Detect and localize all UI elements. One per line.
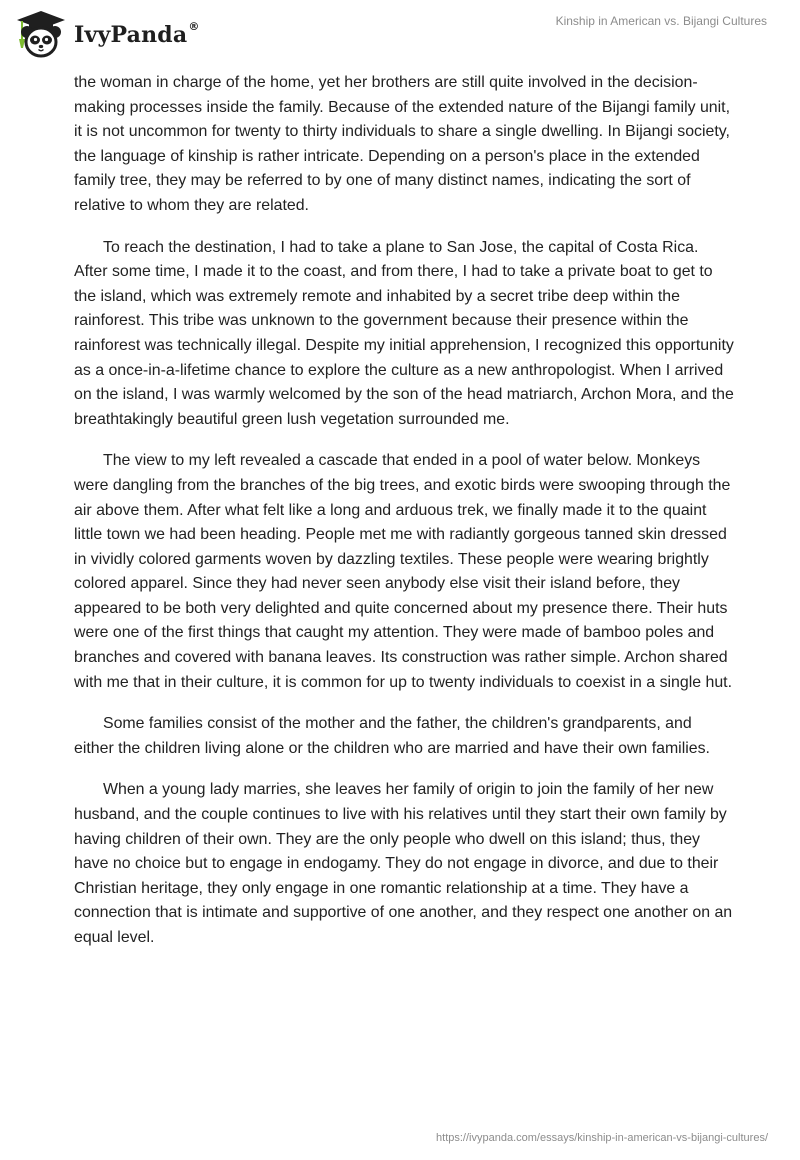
essay-paragraph: To reach the destination, I had to take a plane to San Jose, the capital of Costa Rica. After some time, I made it to the coast, and from there, I had to take a private boat to get to the island, which was extremely remote and inhabited by a secret tribe deep within the rainforest. This tribe was unknown to the government because their presence within the rainforest was technically illegal. Despite my initial apprehension, I recognized this opportunity as a once-in-a-lifetime chance to explore the culture as a new anthropologist. When I arrived on the island, I was warmly welcomed by the son of the head matriarch, Archon Mora, and the breathtakingly beautiful green lush vegetation surrounded me. [74,238,734,428]
brand-wordmark [74,22,200,48]
brand-name: IvyPanda [74,22,188,48]
essay-paragraph: When a young lady marries, she leaves her family of origin to join the family of her new husband, and the couple continues to live with his relatives until they start their own family by having children of their own. They are the only people who dwell on this island; thus, they have no choice but to engage in endogamy. They do not engage in divorce, and due to their Christian heritage, they only engage in one romantic relationship at a time. They have a connection that is intimate and supportive of one another, and they respect one another on an equal level. [74,781,733,946]
essay-body [74,71,734,968]
document-title: Kinship in American vs. Bijangi Cultures [555,14,767,28]
essay-paragraph: The view to my left revealed a cascade that ended in a pool of water below. Monkeys were dangling from the branches of the big trees, and exotic birds were swooping through the air above them. After what felt like a long and arduous trek, we finally made it to the quaint little town we had been heading. People met me with radiantly gorgeous tanned skin dressed in vividly colored garments woven by dazzling textiles. These people were wearing brightly colored apparel. Since they had never seen anybody else visit their island before, they appeared to be both very delighted and quite concerned about my presence there. Their huts were one of the first things that caught my attention. They were made of bamboo poles and branches and covered with banana leaves. Its construction was rather simple. Archon shared with me that in their culture, it is common for up to twenty individuals to coexist in a single hut. [74,452,733,691]
panda-logo-icon [14,9,68,59]
essay-paragraph: the woman in charge of the home, yet her brothers are still quite involved in the decision-making processes inside the family. Because of the extended nature of the Bijangi family unit, it is not uncommon for twenty to thirty individuals to share a single dwelling. In Bijangi society, the language of kinship is rather intricate. Depending on a person's place in the extended family tree, they may be referred to by one of many distinct names, indicating the sort of relative to whom they are related. [74,74,731,214]
source-url[interactable]: https://ivypanda.com/essays/kinship-in-american-vs-bijangi-cultures/ [436,1132,768,1144]
brand-logo[interactable] [14,9,200,59]
essay-paragraph: Some families consist of the mother and the father, the children's grandparents, and either the children living alone or the children who are married and have their own families. [74,715,710,757]
page-header [0,0,800,70]
registered-mark: ® [188,20,200,33]
